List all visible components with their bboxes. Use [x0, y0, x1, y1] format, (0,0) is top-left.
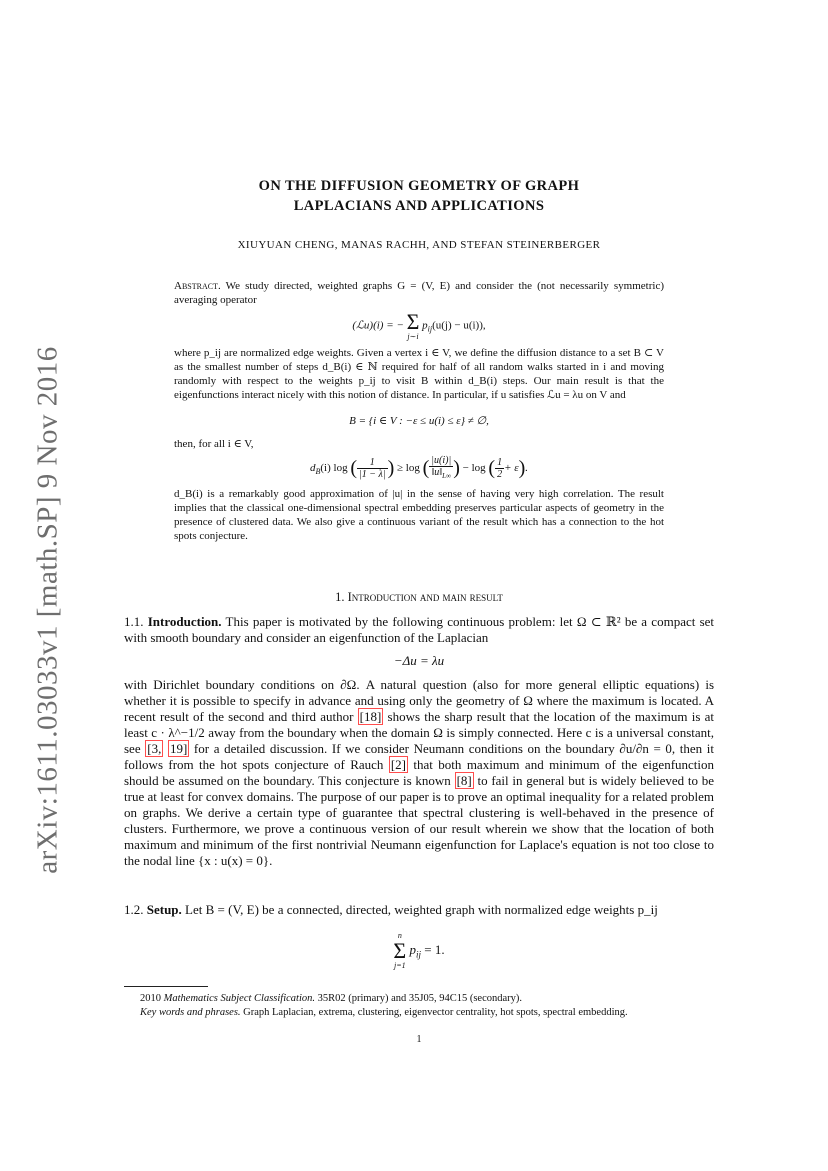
- fraction-2: $\frac{|u(i)|}{‖u‖_{L\infty}}$: [431, 455, 452, 480]
- citation-link-3[interactable]: [3,: [147, 741, 162, 756]
- abstract-equation-3: $d_B(i)$ log ( $\frac{1}{|1 - \lambda|}$ ) ≥ log ( $\frac{|u(i)|}{‖u‖_{L\infty}}$ ) − log ( $\frac{1}{2}$ + ε).: [309, 455, 528, 480]
- citation-link-18[interactable]: [18]: [359, 709, 382, 724]
- sum-symbol-2: n Σ j=1: [393, 931, 407, 970]
- abstract-paragraph-4: d_B(i) is a remarkably good approximation of |u| in the sense of having very high correlation. The result implies that the classical one-dimensional spectral embedding preserves particular aspects of geometry in the presence of clustered data. We also give a continuous variant of the result which has a connection to the hot spots conjecture.: [174, 488, 664, 542]
- laplacian-equation: −Δu = λu: [393, 653, 445, 668]
- abstract-equation-1: (ℒu)(i) = − Σ j∼i $p_{ij}(u(j) - u(i))$,: [352, 309, 486, 341]
- subsection-title-intro: Introduction.: [147, 614, 222, 629]
- sum-symbol: Σ j∼i: [406, 309, 420, 341]
- normalization-equation: n Σ j=1 $p_{ij} = 1$.: [393, 931, 445, 970]
- page-number: 1: [416, 1034, 422, 1045]
- arxiv-side-stamp: arXiv:1611.03033v1 [math.SP] 9 Nov 2016: [31, 346, 64, 874]
- intro-paragraph-1: 1.1. Introduction. This paper is motivated by the following continuous problem: let Ω ⊂ ℝ² be a compact set with smooth boundary and consider an eigenfunction of the Laplacian: [124, 614, 715, 645]
- abstract-paragraph-2: where p_ij are normalized edge weights. Given a vertex i ∈ V, we define the diffusion distance to a set B ⊂ V as the smallest number of steps d_B(i) ∈ ℕ required for half of all random walks started in i and moving randomly with respect to the weights p_ij to visit B within d_B(i) steps. Our main result is that the eigenfunctions interact nicely with this notion of distance. In particular, if u satisfies ℒu = λu on V and: [174, 347, 664, 401]
- abstract-text-1: We study directed, weighted graphs G = (V, E) and consider the (not necessarily symmetric) averaging operator: [174, 280, 664, 306]
- authors: XIUYUAN CHENG, MANAS RACHH, AND STEFAN STEINERBERGER: [237, 239, 601, 251]
- abstract-label: Abstract.: [174, 280, 221, 292]
- citation-link-8[interactable]: [8]: [456, 773, 472, 788]
- subsection-title-setup: Setup.: [146, 902, 182, 917]
- abstract-equation-2: B = {i ∈ V : −ε ≤ u(i) ≤ ε} ≠ ∅,: [349, 415, 489, 427]
- section-title: 1. Introduction and main result: [335, 590, 503, 604]
- citation-link-19[interactable]: 19]: [169, 741, 188, 756]
- citation-link-2[interactable]: [2]: [390, 757, 407, 772]
- fraction-3: $\frac{1}{2}$: [497, 457, 503, 480]
- abstract-paragraph-1: [174, 279, 664, 307]
- setup-paragraph: 1.2. Setup. Let B = (V, E) be a connected, directed, weighted graph with normalized edge weights p_ij: [124, 902, 658, 917]
- abstract-paragraph-3: then, for all i ∈ V,: [174, 438, 254, 450]
- fraction-1: $\frac{1}{|1 - \lambda|}$: [359, 457, 386, 480]
- footnote-msc: 2010 Mathematics Subject Classification. 35R02 (primary) and 35J05, 94C15 (secondary).: [140, 993, 523, 1004]
- footnote-rule: [124, 986, 208, 987]
- title-line-2: LAPLACIANS AND APPLICATIONS: [293, 198, 545, 214]
- intro-paragraph-2: with Dirichlet boundary conditions on ∂Ω. A natural question (also for more general elliptic equations) is whether it is possible to specify in advance and using only the geometry of Ω where the maximum is located. A recent result of the second and third author [18] shows the sharp result that the location of the maximum is at least c · λ^−1/2 away from the boundary when the domain Ω is simply connected. Here c is a universal constant, see [3, 19] for a detailed discussion. If we consider Neumann conditions on the boundary ∂u/∂n = 0, then it follows from the hot spots conjecture of Rauch [2] that both maximum and minimum of the eigenfunction should be assumed on the boundary. This conjecture is known [8] to fail in general but is widely believed to be true at least for convex domains. The purpose of our paper is to prove an optimal inequality for a related problem on graphs. We derive a certain type of guarantee that spectral clustering is well-behaved in the presence of clusters. Furthermore, we prove a continuous version of our result wherein we show that the location of both maximum and minimum of the first nontrivial Neumann eigenfunction for Laplace's equation is not too close to the nodal line {x : u(x) = 0}.: [124, 677, 715, 868]
- footnote-keywords: Key words and phrases. Graph Laplacian, extrema, clustering, eigenvector centrality, hot spots, spectral embedding.: [140, 1007, 628, 1018]
- paper-title: [124, 176, 714, 216]
- title-line-1: ON THE DIFFUSION GEOMETRY OF GRAPH: [258, 178, 580, 194]
